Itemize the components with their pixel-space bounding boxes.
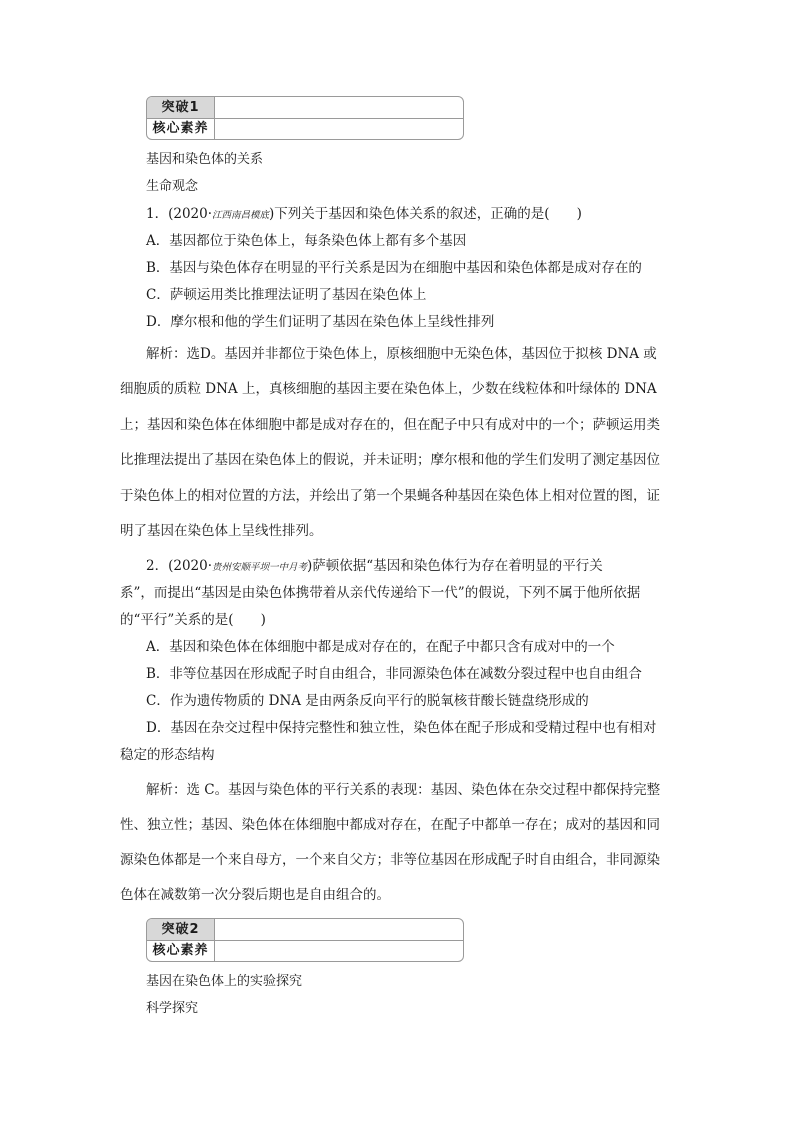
q2-option-a: A．基因和染色体在体细胞中都是成对存在的，在配子中都只含有成对中的一个	[146, 639, 615, 655]
section2-literacy: 科学探究	[146, 1001, 199, 1016]
q2-stem-line: 系”，而提出“基因是由染色体携带着从亲代传递给下一代”的假说，下列不属于他所依据	[120, 585, 641, 601]
q2-option-d: D．基因在杂交过程中保持完整性和独立性，染色体在配子形成和受精过程中也有相对	[146, 720, 657, 736]
q2-option-d-cont: 稳定的形态结构	[120, 747, 215, 763]
q1-analysis-line: 于染色体上的相对位置的方法，并绘出了第一个果蝇各种基因在染色体上相对位置的图，证	[120, 488, 660, 504]
section1-title: 突破1	[147, 97, 215, 118]
section1-topic: 基因和染色体的关系	[146, 152, 264, 167]
q2-analysis-line: 色体在减数第一次分裂后期也是自由组合的。	[120, 887, 390, 903]
q1-option-b: B．基因与染色体存在明显的平行关系是因为在细胞中基因和染色体都是成对存在的	[146, 260, 642, 276]
q1-option-d: D．摩尔根和他的学生们证明了基因在染色体上呈线性排列	[146, 314, 495, 330]
q1-analysis-line: 解析：选D。基因并非都位于染色体上，原核细胞中无染色体，基因位于拟核 DNA 或	[146, 346, 657, 362]
q1-analysis-line: 明了基因在染色体上呈线性排列。	[120, 523, 323, 539]
q2-stem-text: )萨顿依据“基因和染色体行为存在着明显的平行关	[307, 558, 603, 574]
q2-stem-line: 的“平行”关系的是( )	[120, 612, 266, 628]
q2-analysis-line: 解析：选 C。基因与染色体的平行关系的表现：基因、染色体在杂交过程中都保持完整	[146, 782, 661, 798]
q1-source: 江西南昌模底	[212, 210, 270, 221]
q2-analysis-line: 源染色体都是一个来自母方，一个来自父方；非等位基因在形成配子时自由组合，非同源染	[120, 852, 660, 868]
q2-source: 贵州安顺平坝一中月考	[212, 562, 308, 573]
q1-option-a: A．基因都位于染色体上，每条染色体上都有多个基因	[146, 233, 467, 249]
section1-title-row	[147, 97, 463, 119]
q1-analysis-line: 比推理法提出了基因在染色体上的假说，并未证明；摩尔根和他的学生们发明了测定基因位	[120, 452, 660, 468]
q1-analysis-line: 上；基因和染色体在体细胞中都是成对存在的，但在配子中只有成对中的一个；萨顿运用类	[120, 417, 660, 433]
q1-number: 1．(2020·	[146, 206, 213, 222]
q2-stem	[146, 557, 706, 577]
q2-analysis-line: 性、独立性；基因、染色体在体细胞中都成对存在，在配子中都单一存在；成对的基因和同	[120, 817, 660, 833]
section1-subtitle-row	[147, 118, 463, 139]
q1-analysis-line: 细胞质的质粒 DNA 上，真核细胞的基因主要在染色体上，少数在线粒体和叶绿体的 DNA	[120, 381, 657, 397]
section1-subtitle: 核心素养	[147, 118, 215, 139]
q1-option-c: C．萨顿运用类比推理法证明了基因在染色体上	[146, 287, 427, 303]
section1-literacy: 生命观念	[146, 179, 199, 194]
section2-header-table	[146, 918, 464, 962]
section1-header-table	[146, 96, 464, 140]
q1-stem	[146, 205, 706, 225]
section2-topic: 基因在染色体上的实验探究	[146, 974, 303, 989]
q2-option-c: C．作为遗传物质的 DNA 是由两条反向平行的脱氧核苷酸长链盘绕形成的	[146, 693, 589, 709]
section2-title: 突破2	[147, 919, 215, 940]
q1-stem-text: )下列关于基因和染色体关系的叙述，正确的是( )	[269, 206, 582, 222]
q2-number: 2．(2020·	[146, 558, 213, 574]
section2-subtitle-row	[147, 940, 463, 961]
section2-title-row	[147, 919, 463, 941]
q2-option-b: B．非等位基因在形成配子时自由组合，非同源染色体在减数分裂过程中也自由组合	[146, 666, 642, 682]
section2-subtitle: 核心素养	[147, 940, 215, 961]
